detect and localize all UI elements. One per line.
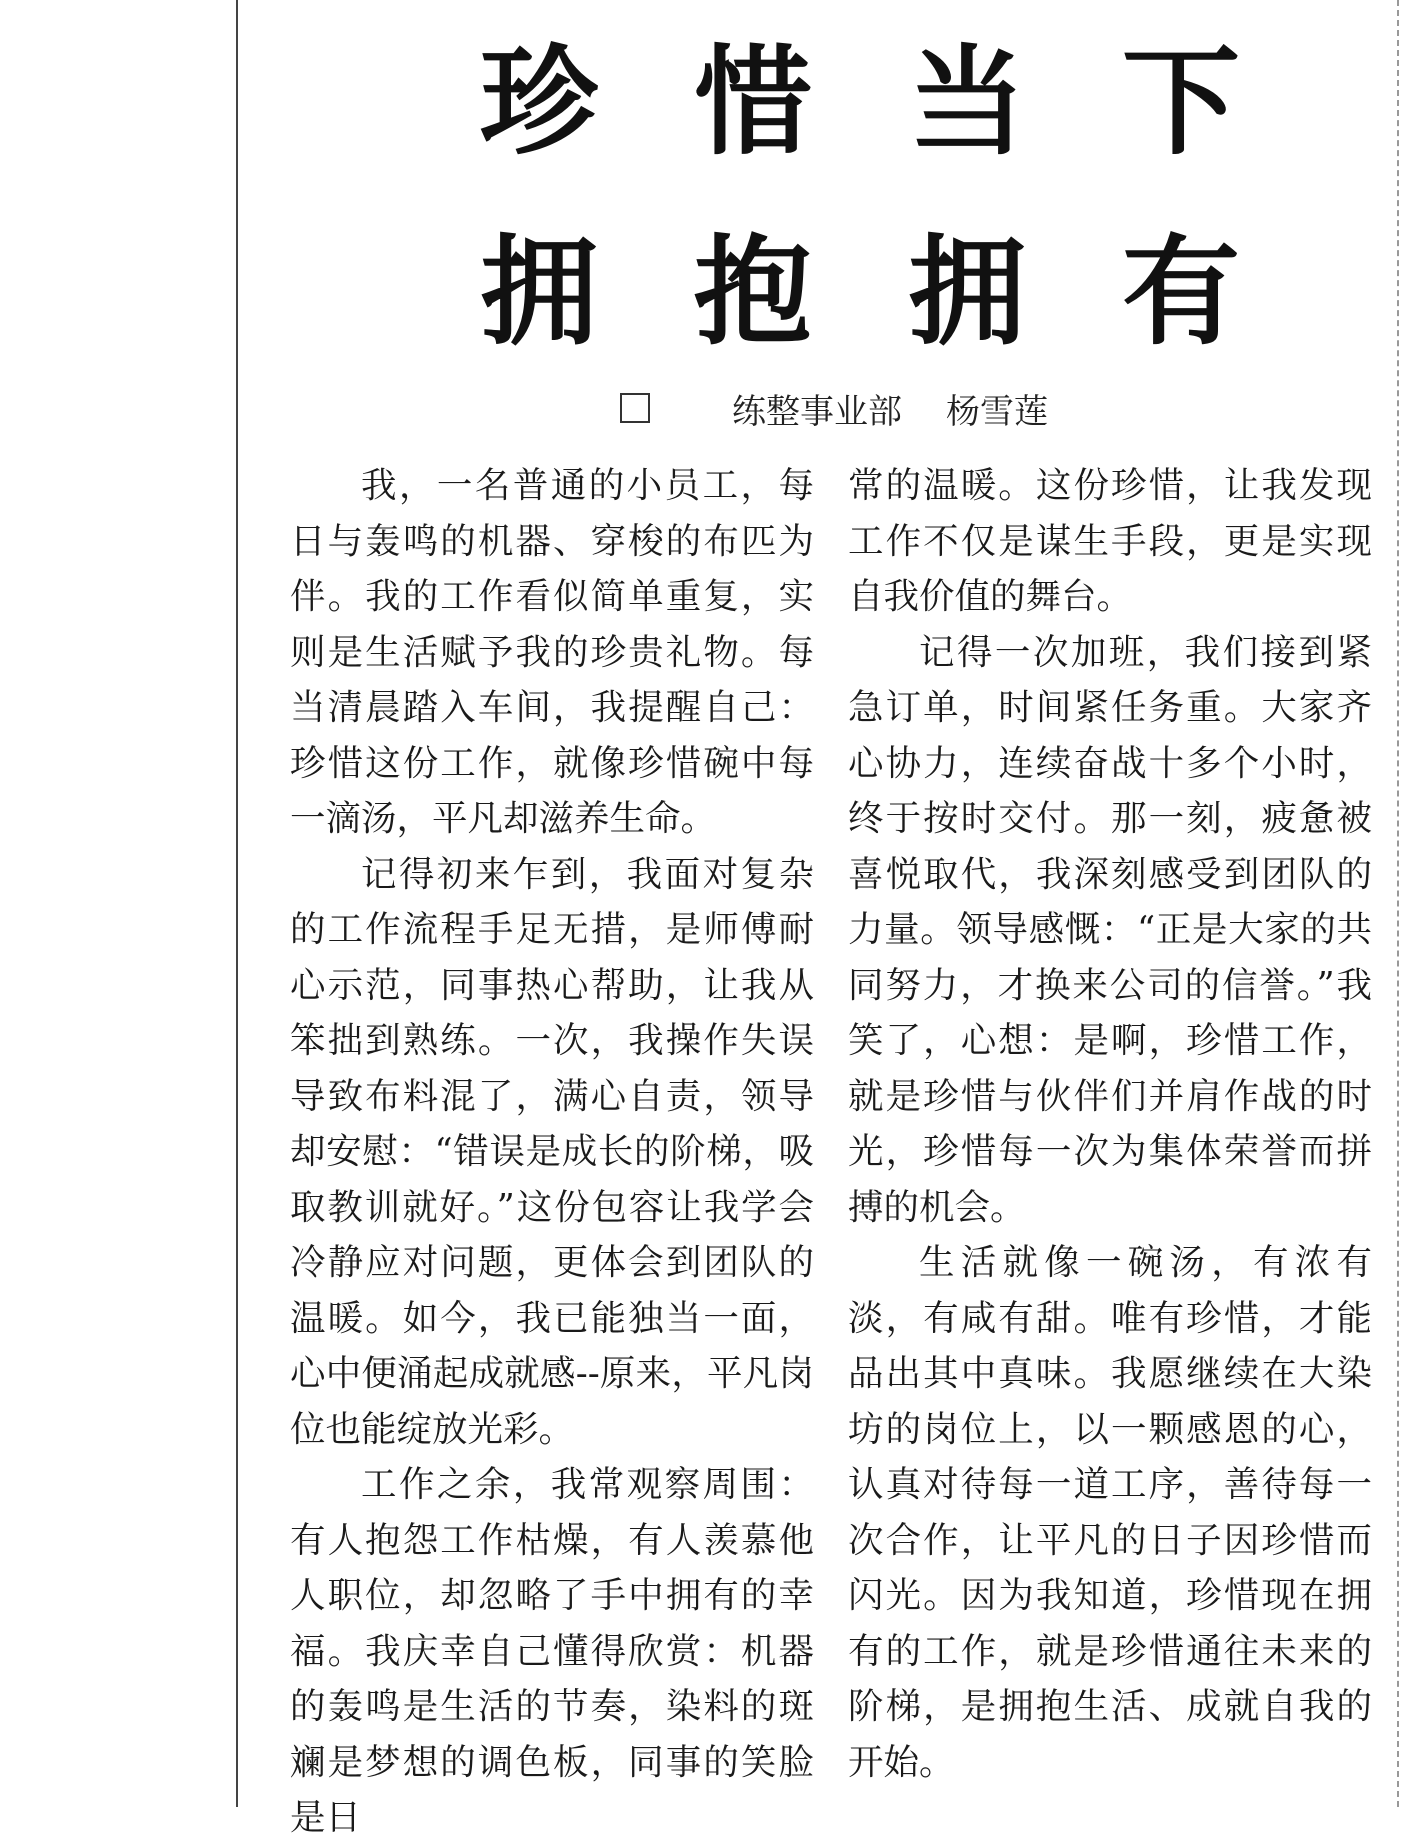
title-char: 抱 bbox=[693, 222, 812, 361]
column-rule-left bbox=[236, 0, 238, 1807]
title-char: 惜 bbox=[693, 32, 812, 171]
article-paragraph: 工作之余，我常观察周围：有人抱怨工作枯燥，有人羡慕他人职位，却忽略了手中拥有的幸福。我庆幸自己懂得欣赏：机器的轰鸣是生活的节奏，染料的斑斓是梦想的调色板，同事的笑脸是日 bbox=[290, 1464, 814, 1838]
article-title-line-1 bbox=[480, 32, 1240, 172]
author-name: 杨雪莲 bbox=[946, 391, 1048, 432]
dashed-cut-line bbox=[1397, 0, 1399, 1807]
article-paragraph: 记得一次加班，我们接到紧急订单，时间紧任务重。大家齐心协力，连续奋战十多个小时，终于按时交付。那一刻，疲惫被喜悦取代，我深刻感受到团队的力量。领导感慨：“正是大家的共同努力，才换来公司的信誉。”我笑了，心想：是啊，珍惜工作，就是珍惜与伙伴们并肩作战的时光，珍惜每一次为集体荣誉而拼搏的机会。 bbox=[848, 631, 1372, 1228]
byline bbox=[620, 386, 1048, 430]
article-paragraph: 生活就像一碗汤，有浓有淡，有咸有甜。唯有珍惜，才能品出其中真味。我愿继续在大染坊的岗位上，以一颗感恩的心，认真对待每一道工序，善待每一次合作，让平凡的日子因珍惜而闪光。因为我知道，珍惜现在拥有的工作，就是珍惜通往未来的阶梯，是拥抱生活、成就自我的开始。 bbox=[848, 1242, 1372, 1783]
title-char: 拥 bbox=[480, 222, 599, 361]
article-paragraph-continued: 常的温暖。这份珍惜，让我发现工作不仅是谋生手段，更是实现自我价值的舞台。 bbox=[848, 465, 1372, 617]
square-bullet-icon bbox=[620, 393, 650, 423]
title-char: 拥 bbox=[907, 222, 1026, 361]
title-char: 珍 bbox=[480, 32, 599, 171]
author-department: 练整事业部 bbox=[732, 391, 902, 432]
article-title-line-2 bbox=[480, 222, 1240, 362]
article-column-left bbox=[290, 458, 814, 1846]
title-char: 有 bbox=[1121, 222, 1240, 361]
title-char: 下 bbox=[1121, 32, 1240, 171]
article-paragraph: 记得初来乍到，我面对复杂的工作流程手足无措，是师傅耐心示范，同事热心帮助，让我从笨拙到熟练。一次，我操作失误导致布料混了，满心自责，领导却安慰：“错误是成长的阶梯，吸取教训就好。”这份包容让我学会冷静应对问题，更体会到团队的温暖。如今，我已能独当一面，心中便涌起成就感--原来，平凡岗位也能绽放光彩。 bbox=[290, 853, 814, 1450]
article-column-right bbox=[848, 458, 1372, 1790]
article-paragraph: 我，一名普通的小员工，每日与轰鸣的机器、穿梭的布匹为伴。我的工作看似简单重复，实则是生活赋予我的珍贵礼物。每当清晨踏入车间，我提醒自己：珍惜这份工作，就像珍惜碗中每一滴汤，平凡却滋养生命。 bbox=[290, 465, 814, 839]
title-char: 当 bbox=[907, 32, 1026, 171]
